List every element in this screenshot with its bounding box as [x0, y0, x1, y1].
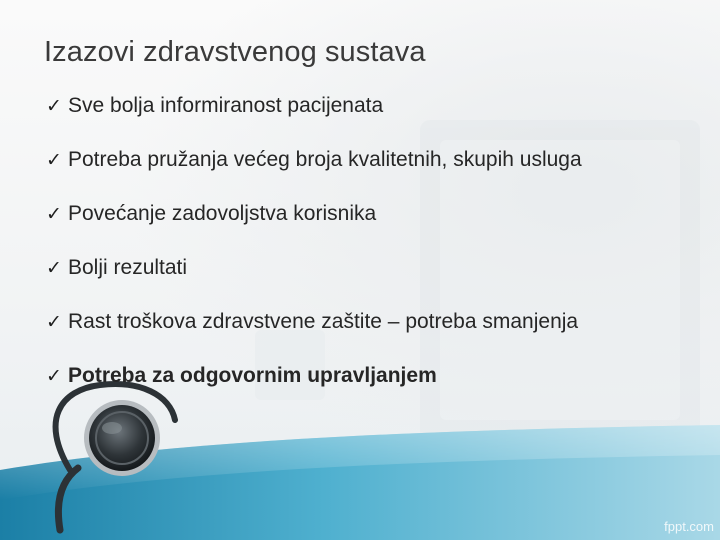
bullet-text: Povećanje zadovoljstva korisnika: [68, 202, 377, 225]
checkmark-icon: ✓: [46, 149, 62, 171]
checkmark-icon: ✓: [46, 203, 62, 225]
bullet-text: Rast troškova zdravstvene zaštite – potreba smanjenja: [68, 310, 579, 333]
bullet-text: Potreba pružanja većeg broja kvalitetnih, skupih usluga: [68, 148, 582, 171]
checkmark-icon: ✓: [46, 311, 62, 333]
bullet-list: [46, 94, 582, 418]
bullet-item: [46, 148, 582, 202]
bullet-item: [46, 364, 582, 418]
checkmark-icon: ✓: [46, 95, 62, 117]
bullet-text: Bolji rezultati: [68, 256, 188, 279]
bullet-text: Sve bolja informiranost pacijenata: [68, 94, 384, 117]
bullet-item: [46, 202, 582, 256]
bullet-item: [46, 256, 582, 310]
slide-title: Izazovi zdravstvenog sustava: [44, 36, 426, 68]
checkmark-icon: ✓: [46, 257, 62, 279]
checkmark-icon: ✓: [46, 365, 62, 387]
bullet-text: Potreba za odgovornim upravljanjem: [68, 364, 437, 387]
bullet-item: [46, 94, 582, 148]
watermark: fppt.com: [664, 519, 714, 534]
bullet-item: [46, 310, 582, 364]
